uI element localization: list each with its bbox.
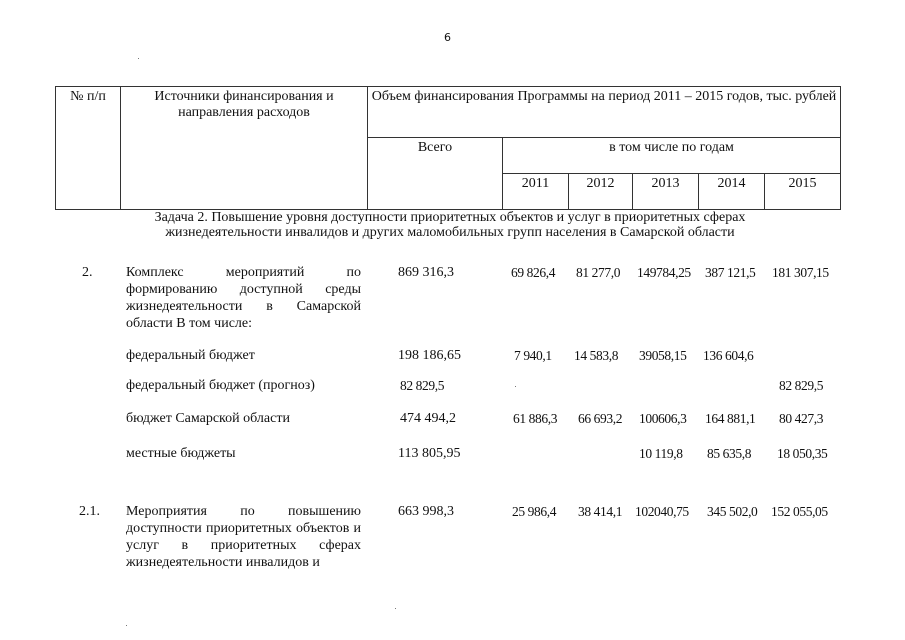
row-value-2011: 69 826,4 <box>511 265 556 280</box>
row-value-2015: 181 307,15 <box>772 265 829 280</box>
table-header <box>55 86 841 210</box>
page-number: 6 <box>444 31 451 44</box>
header-year-2014: 2014 <box>699 174 765 210</box>
row-description: Мероприятия по повышению доступности приоритетных объектов и услуг в приоритетных сферах жизнедеятельности инвалидов и <box>126 504 361 570</box>
scan-speck <box>126 625 127 626</box>
row-value-2014: 164 881,1 <box>705 411 756 426</box>
header-col-num: № п/п <box>56 87 121 210</box>
row-total: 82 829,5 <box>400 378 445 393</box>
scan-speck <box>395 608 396 609</box>
row-description: местные бюджеты <box>126 446 236 461</box>
row-value-2014: 345 502,0 <box>707 504 758 519</box>
row-value-2015: 82 829,5 <box>779 378 824 393</box>
row-number: 2.1. <box>79 504 100 519</box>
row-total: 869 316,3 <box>398 265 454 280</box>
row-value-2013: 149784,25 <box>637 265 691 280</box>
row-value-2013: 102040,75 <box>635 504 689 519</box>
row-number: 2. <box>82 265 93 280</box>
header-col-by-years: в том числе по годам <box>503 138 841 174</box>
row-value-2015: 80 427,3 <box>779 411 824 426</box>
row-value-2012: 66 693,2 <box>578 411 623 426</box>
row-value-2011: 61 886,3 <box>513 411 558 426</box>
row-total: 113 805,95 <box>398 446 461 461</box>
row-value-2015: 18 050,35 <box>777 446 828 461</box>
header-year-2011: 2011 <box>503 174 569 210</box>
task-title: Задача 2. Повышение уровня доступности приоритетных объектов и услуг в приоритетных сферах жизнедеятельности инвалидов и других маломобильных групп населения в Самарской области <box>154 210 746 240</box>
header-col-total: Всего <box>368 138 503 210</box>
header-year-2013: 2013 <box>633 174 699 210</box>
row-description: федеральный бюджет (прогноз) <box>126 378 315 393</box>
header-year-2012: 2012 <box>569 174 633 210</box>
row-value-2011: 25 986,4 <box>512 504 557 519</box>
row-description: федеральный бюджет <box>126 348 255 363</box>
scan-speck <box>515 386 516 387</box>
row-value-2013: 100606,3 <box>639 411 687 426</box>
row-value-2011: 7 940,1 <box>514 348 552 363</box>
row-value-2012: 14 583,8 <box>574 348 619 363</box>
row-value-2014: 136 604,6 <box>703 348 754 363</box>
header-col-sources: Источники финансирования и направления расходов <box>121 87 368 210</box>
header-year-2015: 2015 <box>765 174 841 210</box>
row-value-2012: 81 277,0 <box>576 265 621 280</box>
row-value-2014: 85 635,8 <box>707 446 752 461</box>
row-total: 663 998,3 <box>398 504 454 519</box>
row-value-2013: 10 119,8 <box>639 446 683 461</box>
header-col-volume: Объем финансирования Программы на период 2011 – 2015 годов, тыс. рублей <box>368 87 841 138</box>
row-value-2013: 39058,15 <box>639 348 687 363</box>
scan-speck <box>138 58 139 59</box>
row-value-2014: 387 121,5 <box>705 265 756 280</box>
row-description: Комплекс мероприятий по формированию доступной среды жизнедеятельности в Самарской области В том числе: <box>126 265 361 331</box>
row-total: 198 186,65 <box>398 348 461 363</box>
row-value-2015: 152 055,05 <box>771 504 828 519</box>
row-value-2012: 38 414,1 <box>578 504 623 519</box>
row-total: 474 494,2 <box>400 411 456 426</box>
row-description: бюджет Самарской области <box>126 411 290 426</box>
